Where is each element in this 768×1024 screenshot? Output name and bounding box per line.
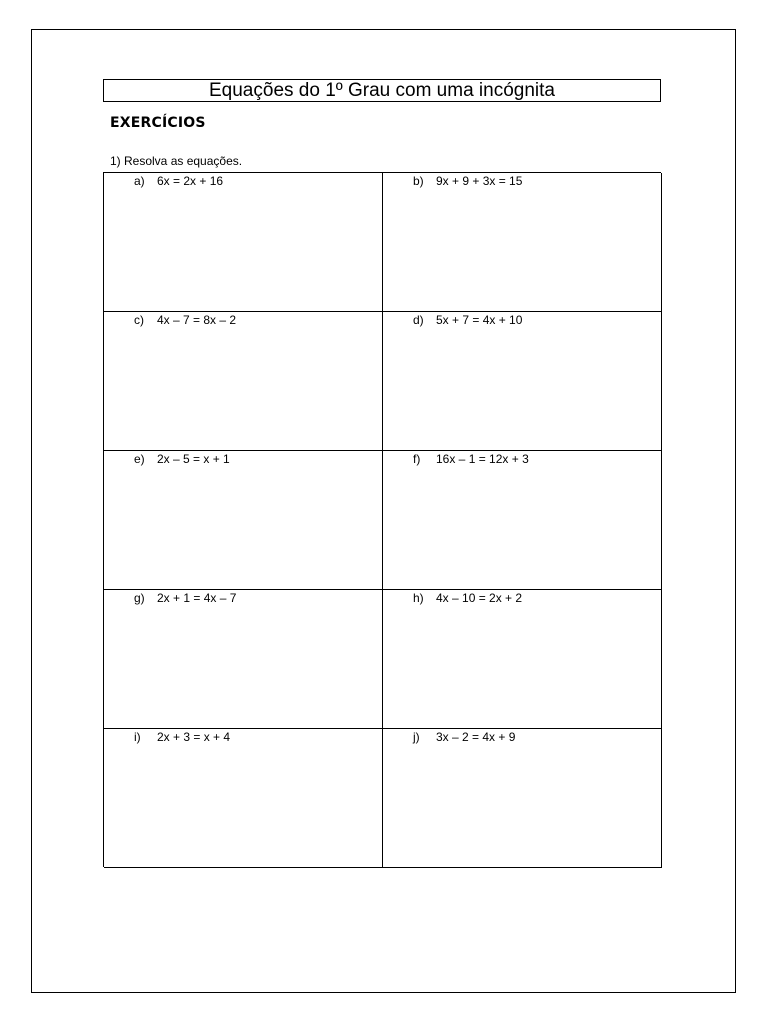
exercise-letter: g) [134, 591, 145, 605]
exercise-cell-c[interactable] [104, 312, 383, 451]
exercise-equation: 16x – 1 = 12x + 3 [436, 452, 529, 466]
exercise-equation: 3x – 2 = 4x + 9 [436, 730, 516, 744]
exercise-letter: h) [413, 591, 424, 605]
exercise-letter: d) [413, 313, 424, 327]
exercise-equation: 6x = 2x + 16 [157, 174, 224, 188]
exercise-equation: 4x – 10 = 2x + 2 [436, 591, 523, 605]
exercise-equation: 9x + 9 + 3x = 15 [436, 174, 523, 188]
exercise-cell-f[interactable] [383, 451, 662, 590]
exercise-cell-i[interactable] [104, 729, 383, 868]
exercise-cell-h[interactable] [383, 590, 662, 729]
exercise-cell-e[interactable] [104, 451, 383, 590]
exercise-letter: f) [413, 452, 421, 466]
exercise-equation: 2x + 1 = 4x – 7 [157, 591, 237, 605]
exercise-cell-j[interactable] [383, 729, 662, 868]
exercise-letter: b) [413, 174, 424, 188]
exercise-letter: e) [134, 452, 145, 466]
exercise-cell-g[interactable] [104, 590, 383, 729]
exercise-equation: 2x – 5 = x + 1 [157, 452, 230, 466]
section-heading: EXERCÍCIOS [110, 115, 206, 131]
exercise-cell-d[interactable] [383, 312, 662, 451]
exercise-letter: j) [413, 730, 420, 744]
instruction-text: 1) Resolva as equações. [110, 154, 243, 168]
exercise-equation: 5x + 7 = 4x + 10 [436, 313, 523, 327]
exercise-grid [103, 172, 661, 867]
exercise-letter: c) [134, 313, 144, 327]
exercise-cell-a[interactable] [104, 173, 383, 312]
document-title: Equações do 1º Grau com uma incógnita [103, 79, 661, 102]
exercise-letter: i) [134, 730, 141, 744]
exercise-equation: 4x – 7 = 8x – 2 [157, 313, 237, 327]
exercise-equation: 2x + 3 = x + 4 [157, 730, 231, 744]
exercise-cell-b[interactable] [383, 173, 662, 312]
exercise-letter: a) [134, 174, 145, 188]
